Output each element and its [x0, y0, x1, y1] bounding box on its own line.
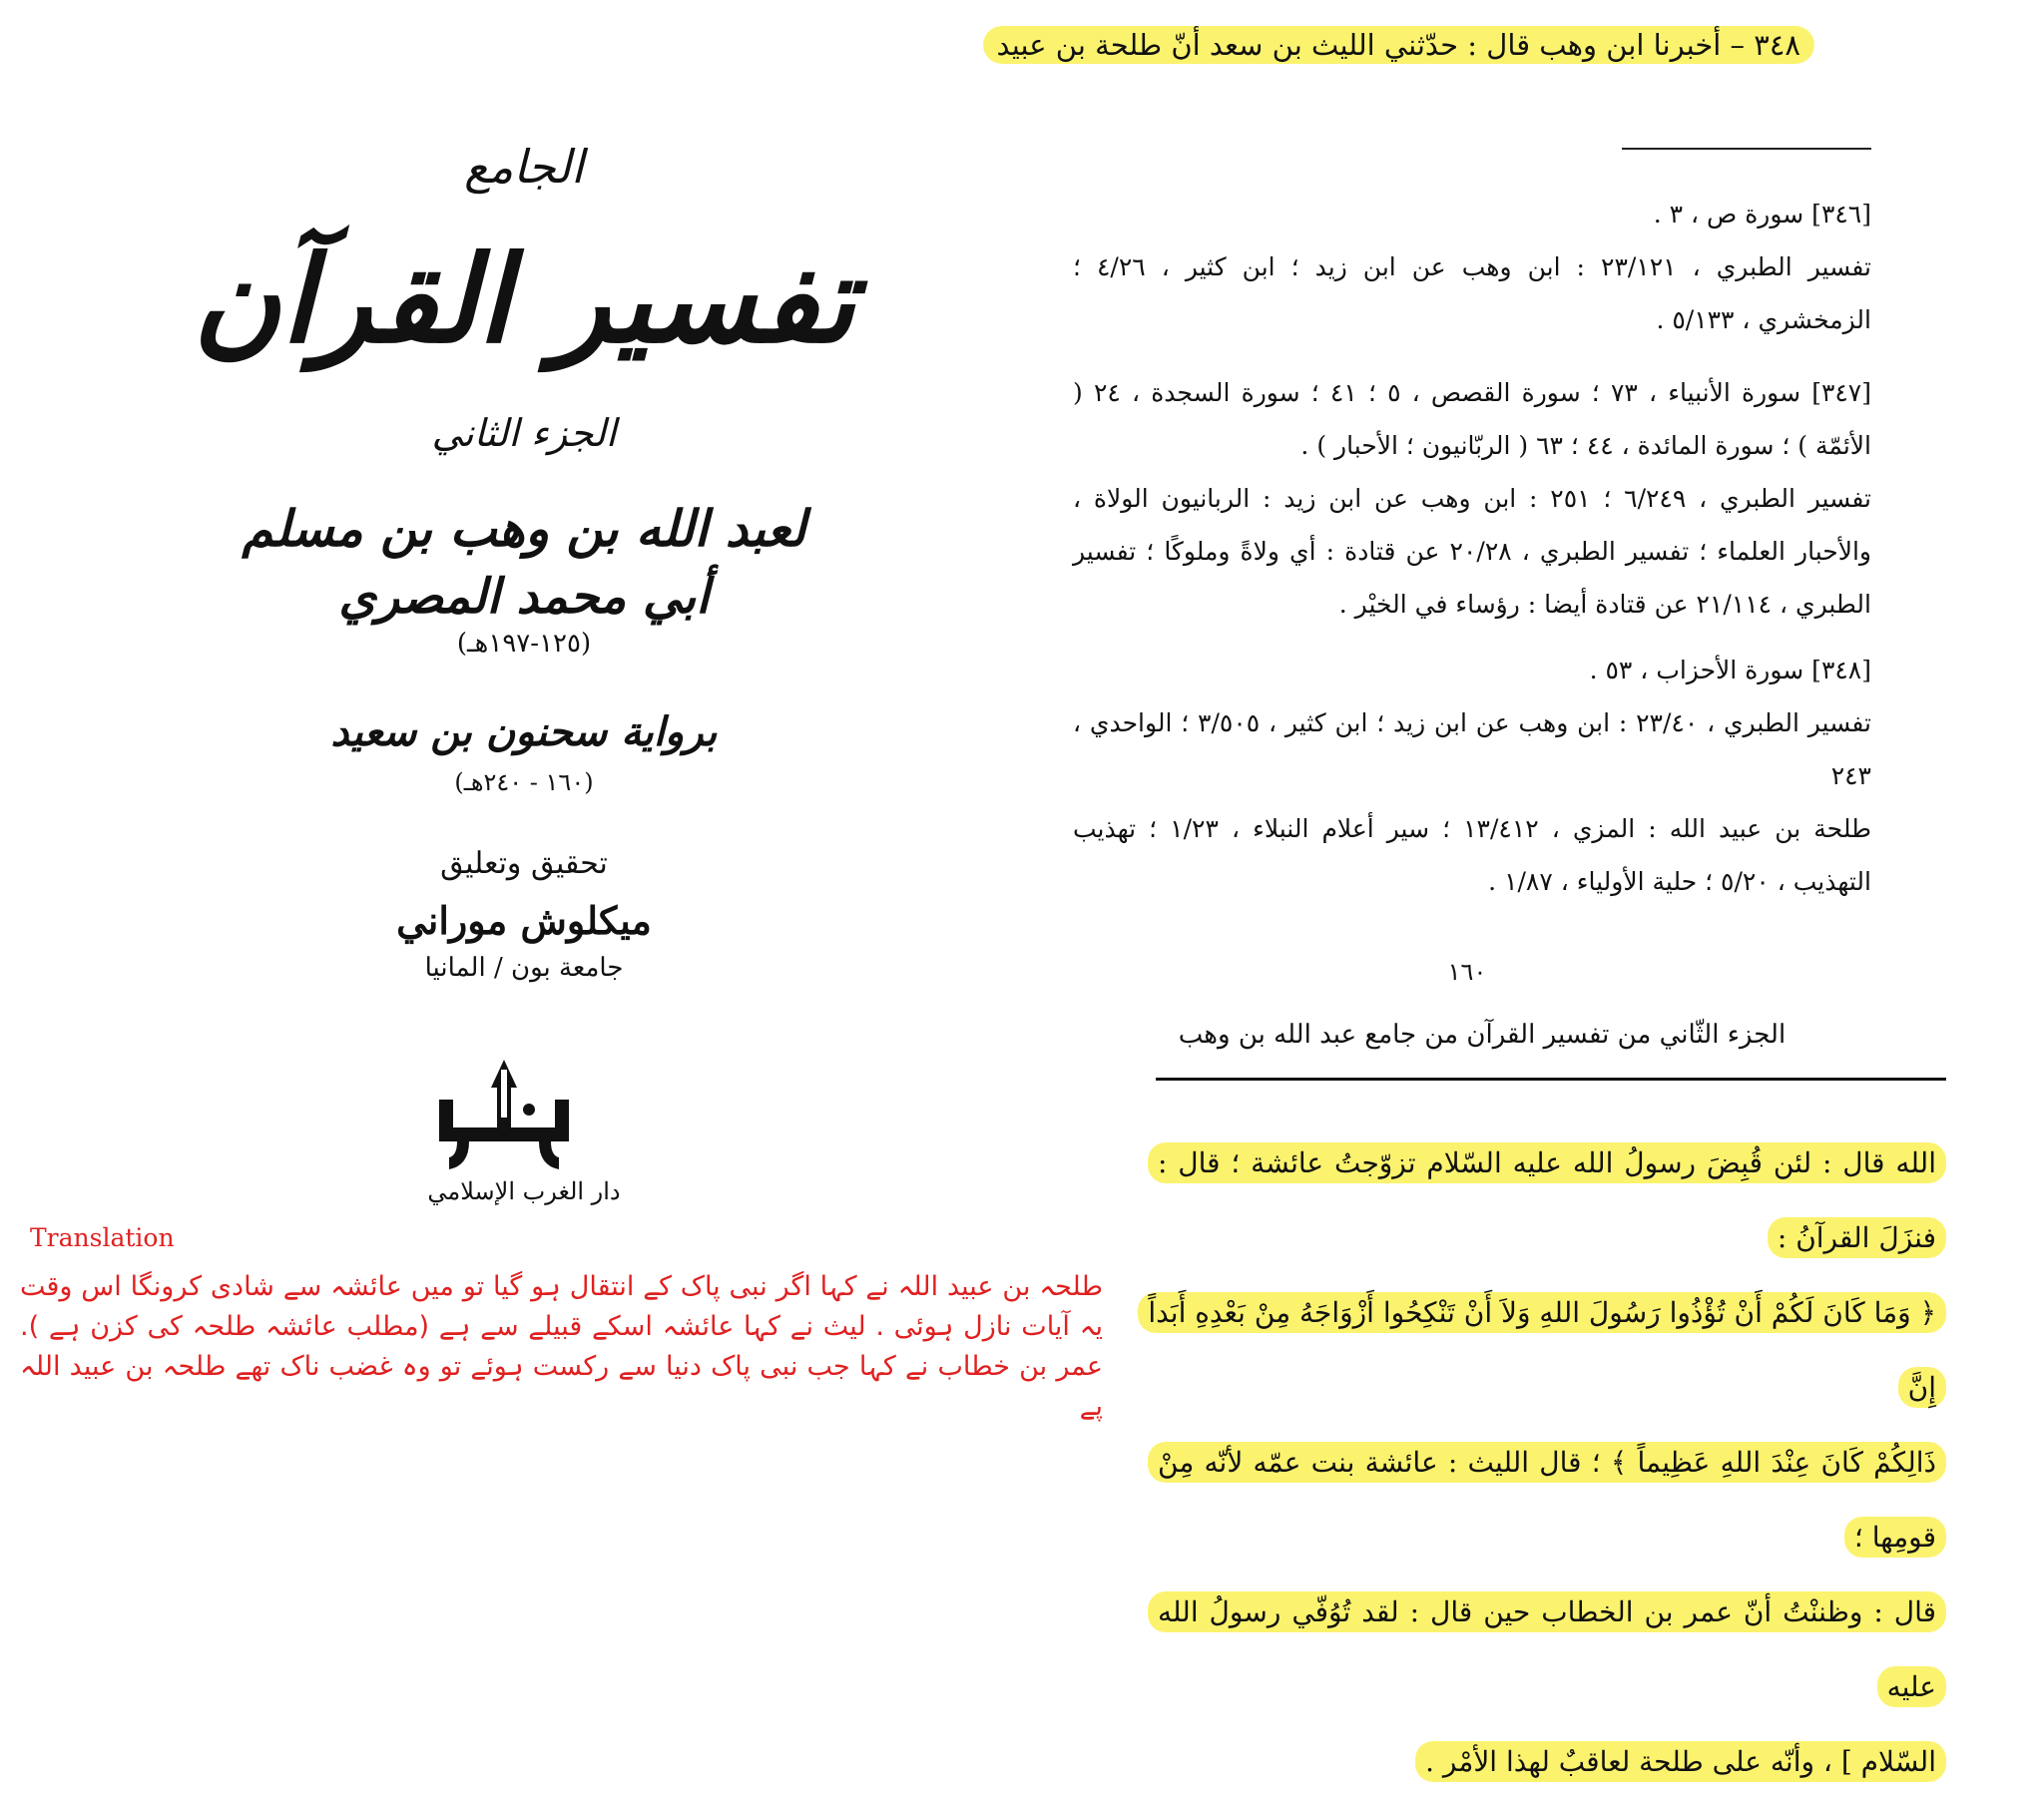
- translation-text: طلحہ بن عبید اللہ نے کہا اگر نبی پاک کے انتقال ہو گیا تو میں عائشہ سے شادی کرونگا اس وقت یہ آیات نازل ہوئی . لیث نے کہا عائشہ اسکے قبیلے سے ہے (مطلب عائشہ طلحہ کی کزن ہے ). عمر بن خطاب نے کہا جب نبی پاک دنیا سے رکست ہوئے تو وہ غضب ناک تھے طلحہ بن عبید اللہ پے: [20, 1271, 1103, 1422]
- editor-name: ميكلوش موراني: [396, 898, 652, 943]
- footnote-divider: [1622, 148, 1871, 150]
- volume-label: الجزء الثاني: [431, 411, 617, 455]
- hadith-348-heading: [983, 28, 1814, 62]
- highlighted-line: الله قال : لئن قُبِضَ رسولُ الله عليه السّلام تزوّجتُ عائشة ؛ قال : فنزَلَ القرآنُ :: [1148, 1142, 1946, 1258]
- footnote-line: طلحة بن عبيد الله : المزي ، ١٣/٤١٢ ؛ سير أعلام النبلاء ، ١/٢٣ ؛ تهذيب التهذيب ، ٥/٢٠ ؛ حلية الأولياء ، ١/٨٧ .: [1073, 814, 1871, 896]
- author-dates: (١٢٥-١٩٧هـ): [456, 629, 592, 659]
- translation-label: Translation: [30, 1223, 175, 1252]
- footnote-line: تفسير الطبري ، ٢٣/٤٠ : ابن وهب عن ابن زيد ؛ ابن كثير ، ٣/٥٠٥ ؛ الواحدي ، ٢٤٣: [1073, 708, 1871, 790]
- highlighted-line: السّلام ] ، وأنّه على طلحة لعاقبٌ لهذا الأمْر .: [1415, 1741, 1946, 1782]
- author-kunya: أبي محمد المصري: [338, 569, 710, 625]
- highlighted-line: ﴿ وَمَا كَانَ لَكُمْ أَنْ تُؤْذُوا رَسُولَ اللهِ وَلاَ أَنْ تَنْكِحُوا أَزْوَاجَهُ مِنْ بَعْدِهِ أَبَداً إِنَّ: [1138, 1292, 1946, 1408]
- editing-label: تحقيق وتعليق: [440, 846, 608, 881]
- transmitter-dates: (١٦٠ - ٢٤٠هـ): [454, 768, 594, 796]
- transmission-label: برواية سحنون بن سعيد: [330, 708, 718, 755]
- publisher-name: دار الغرب الإسلامي: [427, 1177, 621, 1205]
- highlighted-text: ٣٤٨ – أخبرنا ابن وهب قال : حدّثني الليث بن سعد أنّ طلحة بن عبيد: [983, 26, 1814, 64]
- body-text: [1148, 1125, 1946, 1799]
- page-number: ١٦٠: [1447, 958, 1487, 986]
- footnote-346: [1073, 188, 1871, 346]
- footnote-line: تفسير الطبري ، ٦/٢٤٩ ؛ ٢٥١ : ابن وهب عن ابن زيد : الربانيون الولاة ، والأحبار العلماء ؛ تفسير الطبري ، ٢٠/٢٨ عن قتادة : أي ولاةً وملوكًا ؛ تفسير الطبري ، ٢١/١١٤ عن قتادة أيضا : رؤساء في الخيْر .: [1073, 484, 1872, 619]
- footnote-line: [٣٤٦] سورة ص ، ٣ .: [1653, 200, 1871, 228]
- footnote-line: تفسير الطبري ، ٢٣/١٢١ : ابن وهب عن ابن زيد ؛ ابن كثير ، ٤/٢٦ ؛ الزمخشري ، ٥/١٣٣ .: [1073, 252, 1871, 334]
- header-divider: [1156, 1078, 1946, 1081]
- highlighted-line: قال : وظننْتُ أنّ عمر بن الخطاب حين قال : لقد تُوُفّي رسولُ الله عليه: [1148, 1591, 1946, 1707]
- footnote-348: [1073, 644, 1871, 908]
- author-name: لعبد الله بن وهب بن مسلم: [242, 499, 806, 558]
- editor-university: جامعة بون / المانيا: [424, 953, 624, 983]
- book-title-jami: الجامع: [464, 140, 584, 194]
- running-header: الجزء الثّاني من تفسير القرآن من جامع عبد الله بن وهب: [1178, 1020, 1787, 1050]
- publisher-logo-icon: [429, 1058, 579, 1177]
- footnote-line: [٣٤٧] سورة الأنبياء ، ٧٣ ؛ سورة القصص ، ٥ ؛ ٤١ ؛ سورة السجدة ، ٢٤ ( الأئمّة ) ؛ سورة المائدة ، ٤٤ ؛ ٦٣ ( الربّانيون ؛ الأحبار ) .: [1073, 378, 1872, 460]
- footnote-line: [٣٤٨] سورة الأحزاب ، ٥٣ .: [1589, 656, 1871, 684]
- highlighted-line: ذَالِكُمْ كَانَ عِنْدَ اللهِ عَظِيماً ﴾ ؛ قال الليث : عائشة بنت عمّه لأنّه مِنْ قومِها ؛: [1148, 1442, 1946, 1558]
- footnote-347: [1073, 366, 1871, 631]
- book-title-tafsir: تفسير القرآن: [193, 229, 855, 370]
